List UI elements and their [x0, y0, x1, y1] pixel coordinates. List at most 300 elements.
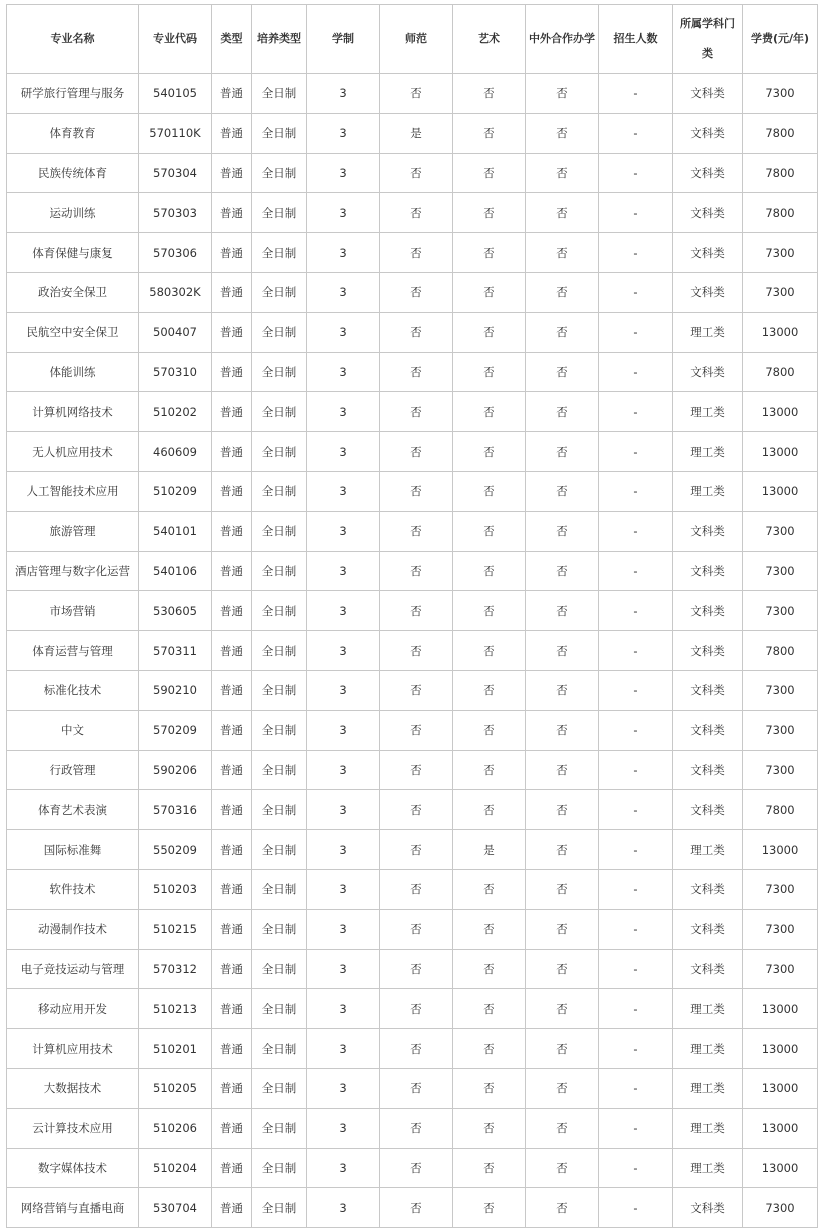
cell-joint-program: 否: [526, 631, 599, 671]
cell-tuition: 7300: [743, 511, 818, 551]
cell-duration: 3: [307, 113, 380, 153]
cell-joint-program: 否: [526, 471, 599, 511]
cell-tuition: 7800: [743, 790, 818, 830]
cell-major-name: 计算机应用技术: [7, 1029, 139, 1069]
cell-normal: 否: [380, 432, 453, 472]
cell-art: 否: [453, 1029, 526, 1069]
cell-duration: 3: [307, 1148, 380, 1188]
cell-duration: 3: [307, 790, 380, 830]
cell-joint-program: 否: [526, 392, 599, 432]
header-art: 艺术: [453, 5, 526, 74]
cell-tuition: 13000: [743, 432, 818, 472]
cell-joint-program: 否: [526, 1029, 599, 1069]
cell-study-mode: 全日制: [252, 193, 307, 233]
table-row: [7, 193, 818, 233]
cell-art: 否: [453, 670, 526, 710]
cell-tuition: 7800: [743, 631, 818, 671]
cell-enrollment: -: [599, 869, 673, 909]
cell-study-mode: 全日制: [252, 392, 307, 432]
cell-art: 否: [453, 272, 526, 312]
cell-study-mode: 全日制: [252, 153, 307, 193]
cell-duration: 3: [307, 949, 380, 989]
cell-major-code: 540101: [139, 511, 212, 551]
cell-tuition: 7300: [743, 670, 818, 710]
cell-type: 普通: [212, 511, 252, 551]
table-row: [7, 312, 818, 352]
cell-study-mode: 全日制: [252, 471, 307, 511]
cell-study-mode: 全日制: [252, 989, 307, 1029]
table-row: [7, 352, 818, 392]
cell-normal: 否: [380, 511, 453, 551]
cell-tuition: 7300: [743, 710, 818, 750]
cell-enrollment: -: [599, 790, 673, 830]
table-row: [7, 511, 818, 551]
cell-duration: 3: [307, 1068, 380, 1108]
cell-normal: 否: [380, 153, 453, 193]
cell-duration: 3: [307, 631, 380, 671]
cell-joint-program: 否: [526, 272, 599, 312]
cell-duration: 3: [307, 1188, 380, 1228]
cell-major-name: 体育运营与管理: [7, 631, 139, 671]
cell-major-code: 500407: [139, 312, 212, 352]
cell-discipline: 文科类: [673, 113, 743, 153]
cell-enrollment: -: [599, 233, 673, 273]
table-row: [7, 989, 818, 1029]
cell-normal: 否: [380, 551, 453, 591]
cell-major-code: 570310: [139, 352, 212, 392]
cell-normal: 否: [380, 869, 453, 909]
cell-normal: 否: [380, 392, 453, 432]
table-body: [7, 74, 818, 1228]
cell-tuition: 7300: [743, 869, 818, 909]
cell-tuition: 13000: [743, 1068, 818, 1108]
cell-discipline: 理工类: [673, 989, 743, 1029]
cell-type: 普通: [212, 949, 252, 989]
cell-joint-program: 否: [526, 830, 599, 870]
cell-discipline: 文科类: [673, 710, 743, 750]
cell-duration: 3: [307, 511, 380, 551]
cell-art: 否: [453, 233, 526, 273]
cell-major-code: 570303: [139, 193, 212, 233]
cell-type: 普通: [212, 869, 252, 909]
cell-art: 否: [453, 790, 526, 830]
cell-study-mode: 全日制: [252, 869, 307, 909]
cell-normal: 否: [380, 591, 453, 631]
cell-normal: 否: [380, 1068, 453, 1108]
cell-duration: 3: [307, 352, 380, 392]
cell-study-mode: 全日制: [252, 1188, 307, 1228]
cell-major-name: 体育教育: [7, 113, 139, 153]
cell-joint-program: 否: [526, 233, 599, 273]
cell-study-mode: 全日制: [252, 631, 307, 671]
cell-enrollment: -: [599, 312, 673, 352]
cell-major-code: 510202: [139, 392, 212, 432]
cell-joint-program: 否: [526, 193, 599, 233]
cell-type: 普通: [212, 909, 252, 949]
cell-discipline: 理工类: [673, 1068, 743, 1108]
cell-duration: 3: [307, 989, 380, 1029]
cell-discipline: 理工类: [673, 1148, 743, 1188]
cell-art: 否: [453, 113, 526, 153]
cell-discipline: 文科类: [673, 74, 743, 114]
cell-normal: 否: [380, 471, 453, 511]
cell-discipline: 理工类: [673, 432, 743, 472]
cell-major-name: 体育艺术表演: [7, 790, 139, 830]
cell-study-mode: 全日制: [252, 1029, 307, 1069]
header-normal: 师范: [380, 5, 453, 74]
cell-enrollment: -: [599, 1068, 673, 1108]
cell-joint-program: 否: [526, 710, 599, 750]
cell-discipline: 理工类: [673, 392, 743, 432]
cell-major-code: 510204: [139, 1148, 212, 1188]
cell-enrollment: -: [599, 193, 673, 233]
table-row: [7, 1029, 818, 1069]
cell-type: 普通: [212, 591, 252, 631]
cell-major-name: 体育保健与康复: [7, 233, 139, 273]
cell-tuition: 13000: [743, 1029, 818, 1069]
cell-duration: 3: [307, 312, 380, 352]
cell-tuition: 7300: [743, 750, 818, 790]
table-row: [7, 1148, 818, 1188]
cell-art: 否: [453, 989, 526, 1029]
cell-art: 否: [453, 591, 526, 631]
cell-study-mode: 全日制: [252, 750, 307, 790]
cell-study-mode: 全日制: [252, 113, 307, 153]
cell-normal: 否: [380, 352, 453, 392]
cell-study-mode: 全日制: [252, 1108, 307, 1148]
cell-study-mode: 全日制: [252, 670, 307, 710]
cell-major-code: 510213: [139, 989, 212, 1029]
cell-duration: 3: [307, 670, 380, 710]
header-joint-program: 中外合作办学: [526, 5, 599, 74]
cell-tuition: 7300: [743, 233, 818, 273]
cell-discipline: 理工类: [673, 1108, 743, 1148]
cell-major-code: 590210: [139, 670, 212, 710]
cell-major-code: 590206: [139, 750, 212, 790]
cell-joint-program: 否: [526, 1108, 599, 1148]
cell-study-mode: 全日制: [252, 74, 307, 114]
cell-normal: 否: [380, 750, 453, 790]
cell-major-name: 无人机应用技术: [7, 432, 139, 472]
cell-enrollment: -: [599, 392, 673, 432]
cell-major-code: 510206: [139, 1108, 212, 1148]
cell-study-mode: 全日制: [252, 511, 307, 551]
cell-major-name: 市场营销: [7, 591, 139, 631]
header-row: [7, 5, 818, 74]
cell-major-name: 政治安全保卫: [7, 272, 139, 312]
cell-art: 否: [453, 392, 526, 432]
cell-study-mode: 全日制: [252, 830, 307, 870]
cell-joint-program: 否: [526, 312, 599, 352]
cell-enrollment: -: [599, 830, 673, 870]
header-study-mode: 培养类型: [252, 5, 307, 74]
cell-enrollment: -: [599, 113, 673, 153]
cell-type: 普通: [212, 432, 252, 472]
cell-enrollment: -: [599, 909, 673, 949]
cell-tuition: 7300: [743, 74, 818, 114]
cell-type: 普通: [212, 989, 252, 1029]
cell-major-code: 510205: [139, 1068, 212, 1108]
cell-major-name: 软件技术: [7, 869, 139, 909]
cell-major-name: 民航空中安全保卫: [7, 312, 139, 352]
cell-major-name: 体能训练: [7, 352, 139, 392]
cell-type: 普通: [212, 750, 252, 790]
cell-study-mode: 全日制: [252, 272, 307, 312]
cell-enrollment: -: [599, 1029, 673, 1069]
cell-duration: 3: [307, 432, 380, 472]
cell-discipline: 文科类: [673, 750, 743, 790]
table-row: [7, 1108, 818, 1148]
cell-type: 普通: [212, 551, 252, 591]
cell-normal: 否: [380, 272, 453, 312]
cell-major-name: 运动训练: [7, 193, 139, 233]
cell-joint-program: 否: [526, 790, 599, 830]
cell-major-code: 510215: [139, 909, 212, 949]
cell-type: 普通: [212, 1029, 252, 1069]
cell-major-name: 旅游管理: [7, 511, 139, 551]
cell-major-code: 510203: [139, 869, 212, 909]
table-row: [7, 272, 818, 312]
cell-type: 普通: [212, 272, 252, 312]
cell-major-name: 行政管理: [7, 750, 139, 790]
cell-study-mode: 全日制: [252, 591, 307, 631]
cell-art: 否: [453, 869, 526, 909]
cell-tuition: 7800: [743, 352, 818, 392]
cell-major-name: 酒店管理与数字化运营: [7, 551, 139, 591]
cell-type: 普通: [212, 312, 252, 352]
cell-tuition: 7800: [743, 193, 818, 233]
cell-enrollment: -: [599, 949, 673, 989]
cell-type: 普通: [212, 1148, 252, 1188]
cell-duration: 3: [307, 591, 380, 631]
cell-normal: 否: [380, 909, 453, 949]
cell-discipline: 文科类: [673, 670, 743, 710]
table-row: [7, 74, 818, 114]
table-row: [7, 113, 818, 153]
cell-joint-program: 否: [526, 432, 599, 472]
cell-normal: 否: [380, 233, 453, 273]
cell-study-mode: 全日制: [252, 312, 307, 352]
cell-tuition: 7800: [743, 153, 818, 193]
cell-art: 否: [453, 511, 526, 551]
cell-discipline: 文科类: [673, 1188, 743, 1228]
header-type: 类型: [212, 5, 252, 74]
header-major-code: 专业代码: [139, 5, 212, 74]
cell-discipline: 文科类: [673, 511, 743, 551]
cell-enrollment: -: [599, 670, 673, 710]
cell-discipline: 文科类: [673, 193, 743, 233]
cell-major-code: 570209: [139, 710, 212, 750]
table-row: [7, 153, 818, 193]
cell-major-name: 网络营销与直播电商: [7, 1188, 139, 1228]
cell-normal: 否: [380, 631, 453, 671]
cell-enrollment: -: [599, 750, 673, 790]
cell-major-code: 570304: [139, 153, 212, 193]
table-row: [7, 471, 818, 511]
cell-art: 否: [453, 1188, 526, 1228]
cell-joint-program: 否: [526, 551, 599, 591]
cell-major-name: 标准化技术: [7, 670, 139, 710]
cell-art: 否: [453, 551, 526, 591]
cell-tuition: 7300: [743, 591, 818, 631]
cell-duration: 3: [307, 869, 380, 909]
cell-study-mode: 全日制: [252, 352, 307, 392]
cell-type: 普通: [212, 193, 252, 233]
cell-art: 否: [453, 909, 526, 949]
cell-joint-program: 否: [526, 74, 599, 114]
table-row: [7, 670, 818, 710]
table-row: [7, 591, 818, 631]
cell-enrollment: -: [599, 153, 673, 193]
cell-major-name: 大数据技术: [7, 1068, 139, 1108]
table-row: [7, 551, 818, 591]
cell-major-code: 540106: [139, 551, 212, 591]
cell-duration: 3: [307, 830, 380, 870]
table-row: [7, 1068, 818, 1108]
cell-type: 普通: [212, 790, 252, 830]
cell-discipline: 理工类: [673, 312, 743, 352]
cell-tuition: 13000: [743, 471, 818, 511]
cell-duration: 3: [307, 74, 380, 114]
cell-normal: 否: [380, 670, 453, 710]
cell-discipline: 文科类: [673, 233, 743, 273]
cell-joint-program: 否: [526, 1188, 599, 1228]
cell-major-code: 570306: [139, 233, 212, 273]
cell-duration: 3: [307, 750, 380, 790]
cell-art: 否: [453, 74, 526, 114]
cell-normal: 否: [380, 1029, 453, 1069]
cell-art: 否: [453, 1148, 526, 1188]
cell-major-name: 中文: [7, 710, 139, 750]
cell-art: 否: [453, 1068, 526, 1108]
cell-duration: 3: [307, 471, 380, 511]
cell-enrollment: -: [599, 272, 673, 312]
cell-study-mode: 全日制: [252, 790, 307, 830]
cell-normal: 否: [380, 312, 453, 352]
cell-study-mode: 全日制: [252, 551, 307, 591]
cell-enrollment: -: [599, 432, 673, 472]
cell-tuition: 7300: [743, 551, 818, 591]
cell-art: 否: [453, 631, 526, 671]
cell-major-name: 计算机网络技术: [7, 392, 139, 432]
cell-major-name: 云计算技术应用: [7, 1108, 139, 1148]
cell-discipline: 文科类: [673, 551, 743, 591]
header-enrollment: 招生人数: [599, 5, 673, 74]
cell-type: 普通: [212, 392, 252, 432]
table-row: [7, 790, 818, 830]
cell-duration: 3: [307, 1108, 380, 1148]
cell-art: 否: [453, 710, 526, 750]
header-tuition: 学费(元/年): [743, 5, 818, 74]
cell-study-mode: 全日制: [252, 432, 307, 472]
cell-discipline: 文科类: [673, 909, 743, 949]
cell-tuition: 7300: [743, 949, 818, 989]
cell-tuition: 13000: [743, 989, 818, 1029]
cell-duration: 3: [307, 193, 380, 233]
cell-art: 否: [453, 432, 526, 472]
table-row: [7, 869, 818, 909]
header-discipline: 所属学科门类: [673, 5, 743, 74]
cell-art: 否: [453, 153, 526, 193]
cell-major-code: 510201: [139, 1029, 212, 1069]
cell-duration: 3: [307, 710, 380, 750]
cell-type: 普通: [212, 153, 252, 193]
cell-enrollment: -: [599, 74, 673, 114]
cell-duration: 3: [307, 272, 380, 312]
cell-discipline: 文科类: [673, 631, 743, 671]
cell-study-mode: 全日制: [252, 1068, 307, 1108]
cell-type: 普通: [212, 710, 252, 750]
cell-study-mode: 全日制: [252, 949, 307, 989]
cell-normal: 否: [380, 1148, 453, 1188]
cell-joint-program: 否: [526, 1148, 599, 1188]
cell-duration: 3: [307, 153, 380, 193]
cell-discipline: 文科类: [673, 272, 743, 312]
cell-enrollment: -: [599, 1188, 673, 1228]
cell-joint-program: 否: [526, 591, 599, 631]
cell-joint-program: 否: [526, 1068, 599, 1108]
cell-discipline: 理工类: [673, 1029, 743, 1069]
cell-study-mode: 全日制: [252, 909, 307, 949]
cell-normal: 否: [380, 193, 453, 233]
table-row: [7, 830, 818, 870]
cell-art: 否: [453, 312, 526, 352]
cell-duration: 3: [307, 551, 380, 591]
cell-discipline: 文科类: [673, 949, 743, 989]
table-row: [7, 392, 818, 432]
cell-type: 普通: [212, 830, 252, 870]
cell-type: 普通: [212, 74, 252, 114]
major-table: [6, 4, 818, 1228]
cell-art: 否: [453, 471, 526, 511]
cell-type: 普通: [212, 1068, 252, 1108]
cell-enrollment: -: [599, 352, 673, 392]
cell-duration: 3: [307, 233, 380, 273]
cell-major-name: 民族传统体育: [7, 153, 139, 193]
cell-joint-program: 否: [526, 909, 599, 949]
cell-art: 是: [453, 830, 526, 870]
cell-major-code: 530704: [139, 1188, 212, 1228]
cell-enrollment: -: [599, 1148, 673, 1188]
cell-study-mode: 全日制: [252, 1148, 307, 1188]
cell-normal: 否: [380, 1188, 453, 1228]
cell-art: 否: [453, 750, 526, 790]
table-row: [7, 710, 818, 750]
cell-discipline: 文科类: [673, 591, 743, 631]
cell-major-name: 人工智能技术应用: [7, 471, 139, 511]
cell-major-name: 移动应用开发: [7, 989, 139, 1029]
cell-tuition: 7800: [743, 113, 818, 153]
cell-duration: 3: [307, 1029, 380, 1069]
cell-art: 否: [453, 949, 526, 989]
cell-type: 普通: [212, 233, 252, 273]
cell-major-name: 国际标准舞: [7, 830, 139, 870]
cell-normal: 是: [380, 113, 453, 153]
cell-enrollment: -: [599, 1108, 673, 1148]
cell-art: 否: [453, 352, 526, 392]
cell-discipline: 文科类: [673, 790, 743, 830]
cell-normal: 否: [380, 949, 453, 989]
header-major-name: 专业名称: [7, 5, 139, 74]
cell-enrollment: -: [599, 989, 673, 1029]
cell-enrollment: -: [599, 471, 673, 511]
cell-major-name: 研学旅行管理与服务: [7, 74, 139, 114]
cell-discipline: 文科类: [673, 153, 743, 193]
cell-major-code: 530605: [139, 591, 212, 631]
cell-major-code: 580302K: [139, 272, 212, 312]
table-row: [7, 233, 818, 273]
cell-joint-program: 否: [526, 352, 599, 392]
